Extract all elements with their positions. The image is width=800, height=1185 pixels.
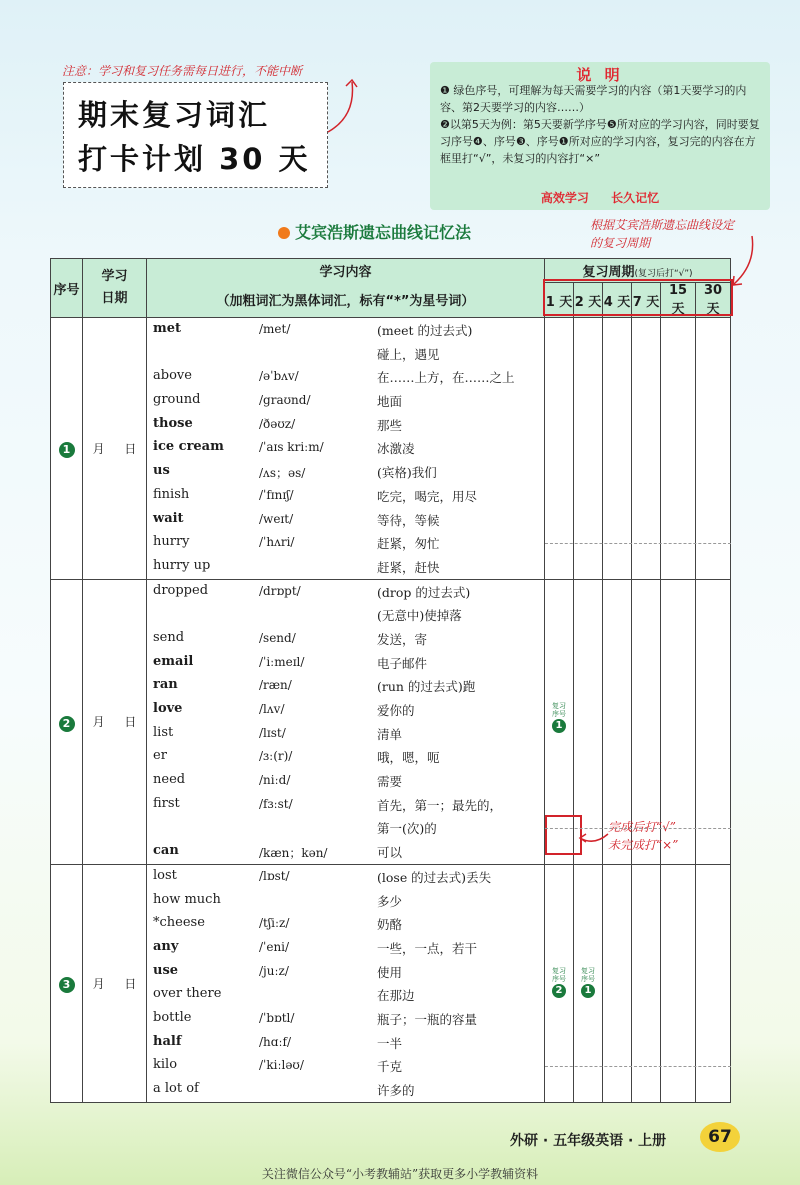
word-meaning: (lose 的过去式)丢失 xyxy=(377,869,492,885)
word-row xyxy=(147,1007,544,1031)
word-phonetic: /tʃiːz/ xyxy=(259,916,290,931)
header-cycle-label: 复习周期 xyxy=(582,265,635,280)
review-number: 1 xyxy=(581,984,595,998)
word-meaning: (drop 的过去式) xyxy=(377,584,471,600)
page-number: 67 xyxy=(700,1122,740,1152)
word-meaning: 发送，寄 xyxy=(377,631,428,647)
review-checkbox-cell[interactable] xyxy=(661,318,696,580)
word-list xyxy=(147,864,545,1102)
word-phonetic: /met/ xyxy=(259,322,291,336)
review-label: 复习序号 xyxy=(552,966,566,983)
title-line-2: 打卡计划 30 天 xyxy=(78,142,311,176)
cycle-7-day: 7 天 xyxy=(632,283,661,318)
word-phonetic: /ˈbɒtl/ xyxy=(259,1010,295,1025)
word-word: love xyxy=(153,701,183,716)
word-phonetic: /juːz/ xyxy=(259,963,289,978)
vocabulary-plan-table xyxy=(50,258,731,1103)
study-date-cell[interactable]: 月 日 xyxy=(83,864,147,1102)
done-note-line-2: 未完成打“×” xyxy=(608,838,679,852)
study-date-cell[interactable]: 月 日 xyxy=(83,579,147,864)
word-word: email xyxy=(153,653,194,669)
group-number-cell xyxy=(51,864,83,1102)
word-word: first xyxy=(153,795,180,811)
group-number: 3 xyxy=(59,977,75,993)
arrow-icon xyxy=(578,828,610,848)
word-row xyxy=(147,960,544,984)
word-phonetic: /ˈaɪs kriːm/ xyxy=(259,440,324,455)
bottom-promo-line: 关注微信公众号“小考教辅站”获取更多小学教辅资料 xyxy=(261,1167,539,1181)
word-meaning: 爱你的 xyxy=(377,703,415,718)
word-row xyxy=(147,1078,544,1102)
word-phonetic: /lɒst/ xyxy=(259,868,290,883)
word-row xyxy=(147,840,544,864)
group-number: 2 xyxy=(59,716,75,732)
word-word: over there xyxy=(153,986,222,1002)
word-word: how much xyxy=(153,891,221,907)
word-word: ran xyxy=(153,677,178,693)
explanation-title: 说 明 xyxy=(576,66,624,84)
method-title-text: 艾宾浩斯遗忘曲线记忆法 xyxy=(295,223,472,242)
word-word: hurry up xyxy=(153,557,211,573)
word-meaning: (无意中)使掉落 xyxy=(377,608,462,624)
word-word: a lot of xyxy=(153,1081,199,1096)
word-phonetic: /weɪt/ xyxy=(259,511,294,526)
header-content-sub: （加粗词汇为黑体词汇，标有“*”为星号词） xyxy=(147,283,545,318)
orange-dot-icon xyxy=(278,227,290,239)
word-row xyxy=(147,865,544,889)
word-phonetic: /ˈfɪnɪʃ/ xyxy=(259,487,294,502)
word-word: ground xyxy=(153,392,201,408)
word-phonetic: /ˈiːmeɪl/ xyxy=(259,654,305,669)
cycle-15-day: 15 天 xyxy=(661,283,696,318)
word-word: list xyxy=(153,724,174,740)
word-word: kilo xyxy=(153,1057,178,1073)
word-meaning: 吃完，喝完，用尽 xyxy=(377,488,478,504)
word-meaning: 瓶子；一瓶的容量 xyxy=(377,1011,478,1027)
explanation-slogan: 高效学习 长久记忆 xyxy=(540,191,660,205)
dashed-divider xyxy=(545,1066,731,1067)
word-word: bottle xyxy=(153,1009,192,1025)
word-row xyxy=(147,769,544,793)
word-row xyxy=(147,674,544,698)
review-checkbox-cell[interactable] xyxy=(574,318,603,580)
word-meaning: 千克 xyxy=(377,1059,403,1075)
word-row xyxy=(147,627,544,651)
group-number: 1 xyxy=(59,442,75,458)
word-meaning: 使用 xyxy=(377,964,403,980)
word-row xyxy=(147,816,544,840)
word-row xyxy=(147,365,544,389)
explanation-point-1: ❶ 绿色序号，可理解为每天需要学习的内容（第1天要学习的内容、第2天要学习的内容……） xyxy=(440,84,747,114)
review-number-mark xyxy=(578,967,598,998)
word-phonetic: /ˈhʌri/ xyxy=(259,535,295,550)
word-meaning: 第一(次)的 xyxy=(377,821,437,837)
header-date-line-2: 日期 xyxy=(101,291,128,306)
word-row xyxy=(147,389,544,413)
word-meaning: 许多的 xyxy=(377,1083,415,1098)
word-row xyxy=(147,1031,544,1055)
word-word: *cheese xyxy=(153,915,205,931)
word-word: half xyxy=(153,1033,182,1049)
word-word: any xyxy=(153,938,179,954)
word-word: hurry xyxy=(153,534,190,550)
word-phonetic: /ðəʊz/ xyxy=(259,416,296,431)
word-row xyxy=(147,531,544,555)
header-cycle-sub: (复习后打“√”) xyxy=(634,269,693,279)
word-phonetic: /send/ xyxy=(259,630,296,645)
word-word: use xyxy=(153,962,179,978)
word-phonetic: /lɪst/ xyxy=(259,725,286,740)
word-row xyxy=(147,983,544,1007)
explanation-text xyxy=(440,82,764,167)
word-row xyxy=(147,342,544,366)
word-phonetic: /hɑːf/ xyxy=(259,1034,291,1049)
title-line-1: 期末复习词汇 xyxy=(78,98,271,132)
word-meaning: 地面 xyxy=(377,394,403,410)
review-number: 1 xyxy=(552,719,566,733)
cycle-highlight-box xyxy=(543,279,733,316)
done-note-line-1: 完成后打“√” xyxy=(608,820,676,834)
explanation-panel xyxy=(430,62,770,210)
word-meaning: 清单 xyxy=(377,726,403,742)
word-row xyxy=(147,1054,544,1078)
word-meaning: 一半 xyxy=(377,1035,403,1051)
word-word: met xyxy=(153,321,182,336)
word-meaning: 需要 xyxy=(377,774,403,790)
word-meaning: (meet 的过去式) xyxy=(377,323,473,338)
word-word: finish xyxy=(153,486,190,502)
group-row xyxy=(51,318,731,580)
word-word: need xyxy=(153,772,186,788)
group-number-cell xyxy=(51,318,83,580)
dashed-divider xyxy=(545,543,731,544)
word-word: lost xyxy=(153,867,177,883)
word-row xyxy=(147,484,544,508)
cycle-4-day: 4 天 xyxy=(603,283,632,318)
study-date-cell[interactable]: 月 日 xyxy=(83,318,147,580)
word-word: wait xyxy=(153,510,184,526)
word-row xyxy=(147,912,544,936)
word-meaning: (run 的过去式)跑 xyxy=(377,679,476,695)
word-row xyxy=(147,936,544,960)
review-label: 复习序号 xyxy=(552,701,566,718)
word-meaning: 赶紧，匆忙 xyxy=(377,536,440,552)
word-word: er xyxy=(153,748,167,764)
side-note-line-1: 根据艾宾浩斯遗忘曲线设定 xyxy=(590,218,735,232)
word-word: can xyxy=(153,843,179,859)
word-row xyxy=(147,555,544,579)
word-phonetic: /əˈbʌv/ xyxy=(259,369,299,384)
word-meaning: 在那边 xyxy=(377,988,415,1004)
word-meaning: 可以 xyxy=(377,845,403,861)
review-number: 2 xyxy=(552,984,566,998)
word-meaning: 哦，嗯，呃 xyxy=(377,750,440,766)
word-row xyxy=(147,413,544,437)
word-row xyxy=(147,603,544,627)
review-checkbox-cell[interactable] xyxy=(545,318,574,580)
word-word: those xyxy=(153,415,193,431)
review-checkbox-cell[interactable] xyxy=(603,318,632,580)
word-row xyxy=(147,889,544,913)
curved-arrow-icon xyxy=(326,76,366,136)
group-number-cell xyxy=(51,579,83,864)
cycle-1-day: 1 天 xyxy=(545,283,574,318)
word-word: us xyxy=(153,463,170,479)
word-row xyxy=(147,793,544,817)
word-row xyxy=(147,318,544,342)
word-meaning: (宾格)我们 xyxy=(377,465,437,481)
word-meaning: 多少 xyxy=(377,893,403,909)
word-row xyxy=(147,436,544,460)
word-phonetic: /drɒpt/ xyxy=(259,583,301,598)
side-note xyxy=(590,216,734,252)
word-row xyxy=(147,508,544,532)
word-meaning: 在……上方，在……之上 xyxy=(377,370,515,386)
review-checkbox-cell[interactable] xyxy=(696,579,731,864)
word-meaning: 赶紧，赶快 xyxy=(377,559,440,575)
word-phonetic: /kæn；kən/ xyxy=(259,846,328,861)
word-phonetic: /graʊnd/ xyxy=(259,393,311,408)
header-number: 序号 xyxy=(51,259,83,318)
header-date-line-1: 学习 xyxy=(101,269,128,284)
dashed-divider xyxy=(545,828,731,829)
word-meaning: 那些 xyxy=(377,417,403,433)
done-note xyxy=(608,818,678,854)
cycle-30-day: 30 天 xyxy=(696,283,731,318)
top-note: 注意：学习和复习任务需每日进行，不能中断 xyxy=(62,64,303,78)
word-meaning: 冰激凌 xyxy=(377,441,415,457)
word-word: above xyxy=(153,368,192,384)
word-word: ice cream xyxy=(153,439,224,455)
word-phonetic: /ˈeni/ xyxy=(259,939,290,954)
checkbox-example[interactable] xyxy=(545,815,582,855)
word-row xyxy=(147,698,544,722)
word-row xyxy=(147,460,544,484)
review-number-mark xyxy=(549,702,569,733)
header-date xyxy=(83,259,147,318)
review-label: 复习序号 xyxy=(581,966,595,983)
word-row xyxy=(147,580,544,604)
title-box xyxy=(63,82,328,188)
explanation-point-2: ❷以第5天为例：第5天要新学序号❺所对应的学习内容，同时要复习序号❹、序号❸、序号❶所对应的学习内容，复习完的内容在方框里打“√”，未复习的内容打“×” xyxy=(440,118,760,165)
word-row xyxy=(147,651,544,675)
word-phonetic: /lʌv/ xyxy=(259,702,285,716)
word-phonetic: /niːd/ xyxy=(259,773,291,788)
word-phonetic: /ræn/ xyxy=(259,678,292,693)
footer-book-title: 外研 · 五年级英语 · 上册 xyxy=(510,1133,667,1149)
word-meaning: 电子邮件 xyxy=(377,655,428,671)
word-meaning: 奶酪 xyxy=(377,917,403,933)
word-meaning: 首先，第一；最先的， xyxy=(377,797,503,813)
header-content: 学习内容 xyxy=(147,259,545,283)
review-checkbox-cell[interactable] xyxy=(632,318,661,580)
word-phonetic: /ˈkiːləʊ/ xyxy=(259,1058,304,1073)
word-phonetic: /fɜːst/ xyxy=(259,796,293,811)
word-row xyxy=(147,745,544,769)
side-note-line-2: 的复习周期 xyxy=(590,236,651,250)
word-meaning: 一些，一点，若干 xyxy=(377,940,478,956)
word-phonetic: /ʌs；əs/ xyxy=(259,466,306,481)
word-meaning: 等待，等候 xyxy=(377,512,440,528)
word-phonetic: /ɜː(r)/ xyxy=(259,749,293,764)
review-checkbox-cell[interactable] xyxy=(696,318,731,580)
word-word: send xyxy=(153,629,185,645)
method-title xyxy=(278,220,471,243)
word-word: dropped xyxy=(153,582,209,598)
word-row xyxy=(147,722,544,746)
word-list xyxy=(147,579,545,864)
review-number-mark xyxy=(549,967,569,998)
word-meaning: 碰上，遇见 xyxy=(377,346,440,362)
cycle-2-day: 2 天 xyxy=(574,283,603,318)
word-list xyxy=(147,318,545,580)
